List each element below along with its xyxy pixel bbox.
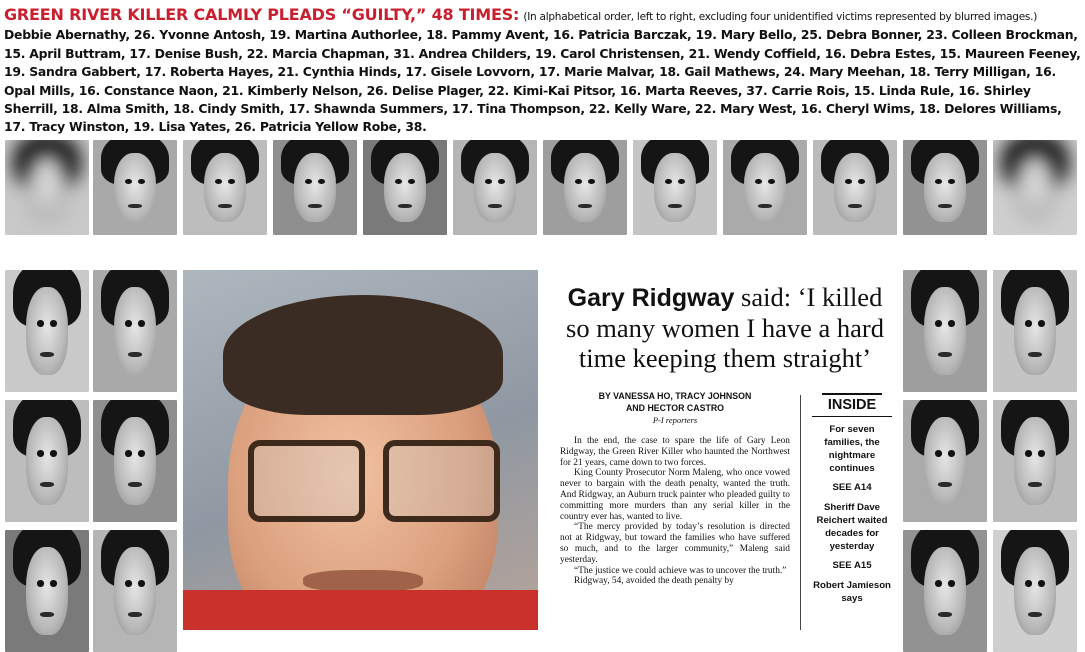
mouth bbox=[128, 352, 141, 357]
face bbox=[26, 153, 68, 221]
eye bbox=[125, 320, 132, 326]
byline bbox=[560, 390, 790, 427]
mouth bbox=[128, 482, 141, 487]
eye bbox=[768, 179, 775, 184]
main-photo-mustache bbox=[303, 570, 423, 592]
story-headline-name: Gary Ridgway bbox=[567, 284, 735, 312]
mouth bbox=[938, 204, 951, 208]
story-headline-block bbox=[560, 282, 890, 373]
victim-photo bbox=[903, 530, 987, 652]
face bbox=[744, 153, 786, 221]
inside-item: For seven families, the nightmare continues bbox=[824, 424, 880, 474]
victim-photo bbox=[903, 400, 987, 522]
eye bbox=[678, 179, 685, 184]
victim-photo bbox=[183, 140, 267, 235]
inside-top-rule bbox=[822, 393, 882, 395]
eye bbox=[50, 580, 57, 586]
face bbox=[924, 287, 966, 375]
mouth bbox=[128, 204, 141, 208]
face bbox=[924, 417, 966, 505]
byline-line-1: BY VANESSA HO, TRACY JOHNSON bbox=[598, 391, 752, 401]
face bbox=[26, 547, 68, 635]
blurred-victim-photo bbox=[5, 140, 89, 235]
face bbox=[114, 547, 156, 635]
victim-photo bbox=[5, 530, 89, 652]
victim-photo bbox=[993, 530, 1077, 652]
column-rule bbox=[800, 395, 801, 630]
inside-label: INSIDE bbox=[812, 399, 892, 417]
eye bbox=[1025, 580, 1032, 586]
eye bbox=[1025, 450, 1032, 456]
eye bbox=[395, 179, 402, 184]
eye bbox=[37, 320, 44, 326]
headline: GREEN RIVER KILLER CALMLY PLEADS “GUILTY,” 48 TIMES: bbox=[4, 5, 520, 24]
mouth bbox=[938, 482, 951, 487]
eye bbox=[948, 580, 955, 586]
mouth bbox=[938, 612, 951, 617]
glasses-right-lens bbox=[383, 440, 500, 522]
eye bbox=[138, 179, 145, 184]
mouth bbox=[40, 482, 53, 487]
inside-item: Robert Jamieson says bbox=[813, 580, 891, 604]
mouth bbox=[488, 204, 501, 208]
eye bbox=[138, 320, 145, 326]
mouth bbox=[578, 204, 591, 208]
mouth bbox=[40, 352, 53, 357]
victim-photo bbox=[93, 400, 177, 522]
victim-photo bbox=[93, 140, 177, 235]
face bbox=[924, 547, 966, 635]
eye bbox=[665, 179, 672, 184]
eye bbox=[37, 450, 44, 456]
victim-photo bbox=[813, 140, 897, 235]
face bbox=[924, 153, 966, 221]
face bbox=[114, 153, 156, 221]
eye bbox=[935, 450, 942, 456]
face bbox=[26, 417, 68, 505]
mouth bbox=[218, 204, 231, 208]
face bbox=[1014, 417, 1056, 505]
face bbox=[384, 153, 426, 221]
eye bbox=[485, 179, 492, 184]
mouth bbox=[668, 204, 681, 208]
victim-photo bbox=[993, 270, 1077, 392]
main-photo-shirt bbox=[183, 590, 538, 630]
main-photo-hair bbox=[223, 295, 503, 415]
eye bbox=[948, 450, 955, 456]
victim-photo bbox=[363, 140, 447, 235]
mouth bbox=[40, 612, 53, 617]
eye bbox=[125, 179, 132, 184]
eye bbox=[948, 179, 955, 184]
mouth bbox=[1028, 612, 1041, 617]
face bbox=[654, 153, 696, 221]
face bbox=[114, 287, 156, 375]
story-headline bbox=[560, 282, 890, 373]
eye bbox=[37, 580, 44, 586]
headline-note: (In alphabetical order, left to right, excluding four unidentified victims represented by blurred images.) bbox=[523, 11, 1038, 23]
victim-photo bbox=[903, 270, 987, 392]
story-paragraph: “The justice we could achieve was to uncover the truth.” bbox=[574, 565, 787, 576]
victim-photo bbox=[543, 140, 627, 235]
byline-reporters: P-I reporters bbox=[652, 415, 698, 426]
victim-photo bbox=[903, 140, 987, 235]
eye bbox=[125, 450, 132, 456]
inside-box bbox=[812, 393, 892, 611]
victim-photo bbox=[633, 140, 717, 235]
face bbox=[1014, 287, 1056, 375]
mouth bbox=[1028, 482, 1041, 487]
face bbox=[1014, 547, 1056, 635]
victim-photo bbox=[273, 140, 357, 235]
story-paragraph: King County Prosecutor Norm Maleng, who once vowed never to bargain with the death penalty, wanted the truth. And Ridgway, an Auburn truck painter who pleaded guilty to committing more murders than any serial killer in the country ever has, wanted to live. bbox=[560, 468, 790, 522]
mouth bbox=[758, 204, 771, 208]
inside-see-ref: SEE A15 bbox=[832, 560, 872, 571]
eye bbox=[138, 580, 145, 586]
mouth bbox=[398, 204, 411, 208]
eye bbox=[935, 179, 942, 184]
victim-photo bbox=[93, 530, 177, 652]
face bbox=[114, 417, 156, 505]
victim-photo bbox=[5, 400, 89, 522]
main-photo bbox=[183, 270, 538, 630]
story-headline-quote: said: ‘I killed so many women I have a hard time keeping them straight’ bbox=[566, 282, 884, 373]
eye bbox=[408, 179, 415, 184]
eye bbox=[858, 179, 865, 184]
story-paragraph: In the end, the case to spare the life of Gary Leon Ridgway, the Green River Killer who haunted the Northwest for 21 years, came down to two forces. bbox=[560, 436, 790, 468]
mouth bbox=[1028, 352, 1041, 357]
face bbox=[294, 153, 336, 221]
face bbox=[26, 287, 68, 375]
blurred-victim-photo bbox=[993, 140, 1077, 235]
eye bbox=[215, 179, 222, 184]
victim-list bbox=[4, 6, 1082, 137]
victim-names: Debbie Abernathy, 26. Yvonne Antosh, 19. Martina Authorlee, 18. Pammy Avent, 16. Patricia Barczak, 19. Mary Bello, 25. Debra Bonner, 23. Colleen Brockman, 15. April Buttram, 17. Denise Bush, 22. Marcia Chapman, 31. Andrea Childers, 19. Carol Christensen, 21. Wendy Coffield, 16. Debra Estes, 15. Maureen Feeney, 19. Sandra Gabbert, 17. Roberta Hayes, 21. Cynthia Hinds, 17. Gisele Lovvorn, 17. Marie Malvar, 18. Gail Mathews, 24. Mary Meehan, 18. Terry Milligan, 16. Opal Mills, 16. Constance Naon, 21. Kimberly Nelson, 26. Delise Plager, 22. Kimi-Kai Pitsor, 16. Marta Reeves, 37. Carrie Rois, 15. Linda Rule, 16. Shirley Sherrill, 18. Alma Smith, 18. Cindy Smith, 17. Shawnda Summers, 17. Tina Thompson, 22. Kelly Ware, 22. Mary West, 16. Cheryl Wims, 18. Delores Williams, 17. Tracy Winston, 19. Lisa Yates, 26. Patricia Yellow Robe, 38. bbox=[4, 27, 1081, 135]
victim-photo bbox=[453, 140, 537, 235]
byline-line-2: AND HECTOR CASTRO bbox=[625, 403, 725, 414]
inside-item: Sheriff Dave Reichert waited decades for yesterday bbox=[816, 502, 888, 552]
face bbox=[834, 153, 876, 221]
eye bbox=[935, 320, 942, 326]
eye bbox=[498, 179, 505, 184]
eye bbox=[935, 580, 942, 586]
victim-photo bbox=[993, 400, 1077, 522]
eye bbox=[50, 320, 57, 326]
eye bbox=[755, 179, 762, 184]
eye bbox=[305, 179, 312, 184]
inside-see-ref: SEE A14 bbox=[832, 482, 872, 493]
face bbox=[474, 153, 516, 221]
victim-photo bbox=[723, 140, 807, 235]
eye bbox=[948, 320, 955, 326]
victim-photo bbox=[93, 270, 177, 392]
victim-list-block bbox=[4, 6, 1082, 137]
story-body bbox=[560, 436, 790, 587]
eye bbox=[50, 450, 57, 456]
eye bbox=[1038, 450, 1045, 456]
victim-photo bbox=[5, 270, 89, 392]
mouth bbox=[938, 352, 951, 357]
eye bbox=[138, 450, 145, 456]
eye bbox=[1038, 320, 1045, 326]
eye bbox=[1025, 320, 1032, 326]
eye bbox=[228, 179, 235, 184]
eye bbox=[1038, 580, 1045, 586]
eye bbox=[125, 580, 132, 586]
glasses-left-lens bbox=[248, 440, 365, 522]
face bbox=[1014, 153, 1056, 221]
face bbox=[204, 153, 246, 221]
eye bbox=[575, 179, 582, 184]
eye bbox=[318, 179, 325, 184]
mouth bbox=[848, 204, 861, 208]
eye bbox=[845, 179, 852, 184]
mouth bbox=[308, 204, 321, 208]
story-paragraph: “The mercy provided by today’s resolution is directed not at Ridgway, but toward the families who have suffered so much, and to the larger community,” Maleng said yesterday. bbox=[560, 522, 790, 565]
eye bbox=[588, 179, 595, 184]
story-paragraph: Ridgway, 54, avoided the death penalty by bbox=[574, 576, 734, 587]
mouth bbox=[128, 612, 141, 617]
face bbox=[564, 153, 606, 221]
